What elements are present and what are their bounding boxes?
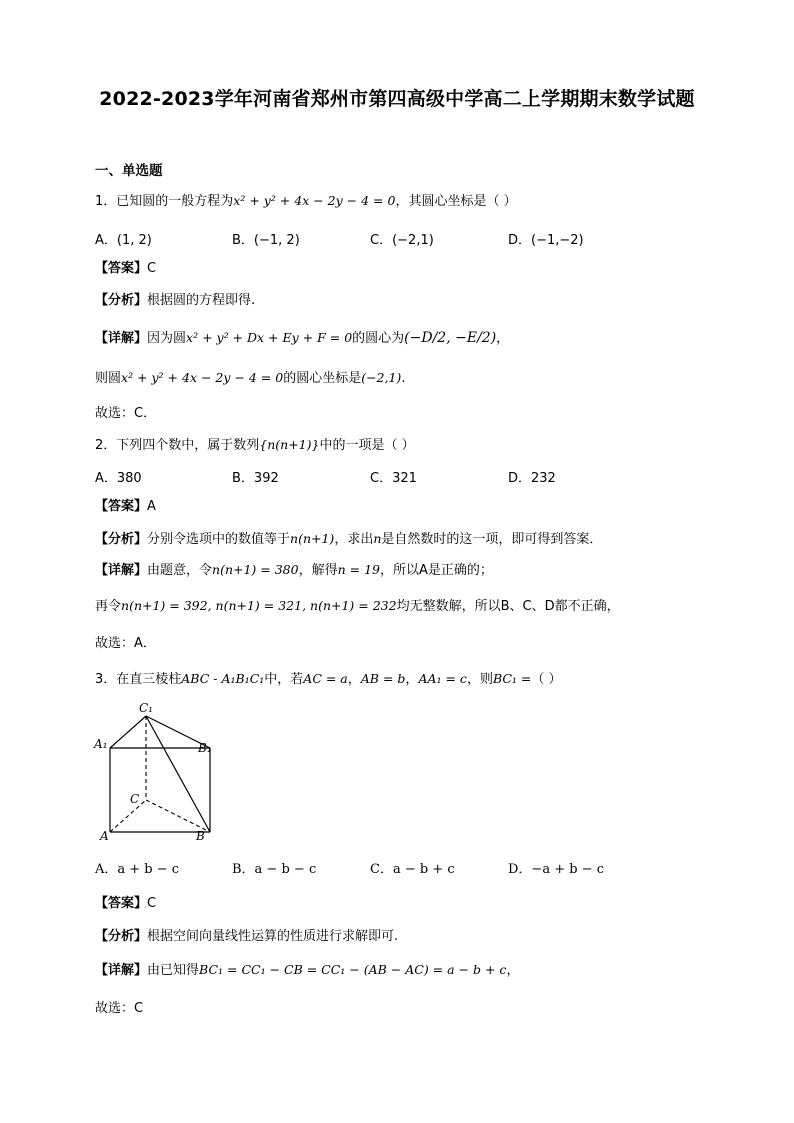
center-value: (−2,1): [361, 370, 402, 385]
q1-detail: [95, 329, 509, 348]
solution: n = 19: [337, 562, 380, 577]
answer-label: 【答案】: [95, 896, 148, 911]
q1-detail-line2: [95, 369, 405, 388]
detail-text: 由题意，令: [147, 563, 213, 578]
q2-choose: 故选：A．: [95, 636, 156, 651]
q2-option-d: D．232: [508, 471, 556, 486]
q2-detail-line2: [95, 597, 620, 616]
q2-option-a: A．380: [95, 471, 142, 486]
detail-text: 因为圆: [147, 331, 187, 346]
label-c1: C₁: [139, 701, 153, 715]
general-circle-equation: x² + y² + Dx + Ey + F = 0: [186, 330, 353, 345]
detail-text: ，解得: [298, 563, 338, 578]
analysis-label: 【分析】: [95, 929, 148, 944]
answer-value: A: [147, 499, 156, 514]
detail-text: 再令: [95, 599, 122, 614]
answer-label: 【答案】: [95, 499, 148, 514]
separator: ，: [347, 672, 361, 687]
q3-analysis: [95, 928, 398, 946]
q3-option-a: A．a + b − c: [95, 862, 180, 877]
detail-text: ，: [506, 963, 520, 978]
detail-text: .: [401, 371, 406, 386]
prism-figure: [90, 698, 220, 846]
vector-bc1: BC₁ =: [492, 671, 532, 686]
q1-option-b: B．(−1, 2): [232, 233, 300, 248]
q3-answer: [95, 895, 156, 913]
section-heading: 一、单选题: [95, 163, 163, 179]
q3-option-d: D．−a + b − c: [508, 862, 604, 877]
q2-detail: [95, 561, 493, 580]
analysis-text: 是自然数时的这一项，即可得到答案．: [381, 532, 603, 547]
q1-choose: 故选：C．: [95, 406, 157, 421]
prism-name: ABC - A₁B₁C₁: [181, 671, 265, 686]
q1-option-d: D．(−1,−2): [508, 233, 584, 248]
question-1-stem: [95, 192, 517, 211]
q3-stem-text: 中，若: [264, 672, 304, 687]
q1-equation: x² + y² + 4x − 2y − 4 = 0: [233, 193, 396, 208]
q2-stem-text: 2．下列四个数中，属于数列: [95, 438, 260, 453]
hidden-edge-cb: [146, 800, 210, 832]
q3-stem-text: ，则: [466, 672, 493, 687]
detail-label: 【详解】: [95, 963, 148, 978]
q2-analysis: [95, 530, 602, 549]
separator: ，: [405, 672, 419, 687]
detail-text: 则圆: [95, 371, 122, 386]
analysis-text: 根据空间向量线性运算的性质进行求解即可.: [147, 929, 399, 944]
analysis-label: 【分析】: [95, 293, 148, 308]
equations: n(n+1) = 392, n(n+1) = 321, n(n+1) = 232: [121, 598, 397, 613]
q1-stem-tail: ，其圆心坐标是（ ）: [395, 194, 517, 209]
q1-option-c: C．(−2,1): [370, 233, 434, 248]
detail-text: 的圆心为: [352, 331, 405, 346]
question-3-stem: [95, 670, 562, 689]
hidden-edge-ac: [110, 800, 146, 832]
q2-answer: [95, 498, 156, 516]
circle-center-formula: (−D/2, −E/2): [404, 330, 497, 346]
answer-value: C: [147, 261, 157, 276]
q1-answer: [95, 260, 156, 278]
q2-option-c: C．321: [370, 471, 417, 486]
vector-ab: AB = b: [360, 671, 406, 686]
detail-label: 【详解】: [95, 563, 148, 578]
label-a: A: [100, 829, 109, 843]
sequence-formula: {n(n+1)}: [259, 437, 320, 452]
q3-detail: [95, 961, 519, 980]
detail-text: ，: [496, 331, 510, 346]
diagonal-c1b: [146, 716, 210, 832]
q3-stem-tail: （ ）: [531, 672, 562, 687]
q3-stem-text: 3．在直三棱柱: [95, 672, 182, 687]
q2-option-b: B．392: [232, 471, 279, 486]
analysis-text: 根据圆的方程即得.: [147, 293, 256, 308]
variable-n: n: [373, 531, 382, 546]
sequence-term: n(n+1): [290, 531, 335, 546]
analysis-label: 【分析】: [95, 532, 148, 547]
detail-text: ，所以A是正确的；: [380, 563, 493, 578]
document-title: 2022-2023学年河南省郑州市第四高级中学高二上学期期末数学试题: [99, 88, 695, 110]
vector-derivation: BC₁ = CC₁ − CB = CC₁ − (AB − AC) = a − b + c: [199, 962, 507, 977]
label-c: C: [130, 792, 140, 806]
detail-text: 的圆心坐标是: [283, 371, 362, 386]
label-b: B: [196, 829, 205, 843]
edge-a1c1: [110, 716, 146, 748]
detail-text: 均无整数解，所以B、C、D都不正确，: [396, 599, 620, 614]
vector-aa1: AA₁ = c: [418, 671, 467, 686]
q1-option-a: A．(1, 2): [95, 233, 152, 248]
detail-text: 由已知得: [147, 963, 200, 978]
question-2-stem: [95, 436, 415, 455]
detail-label: 【详解】: [95, 331, 148, 346]
q1-analysis: [95, 292, 255, 310]
vector-ac: AC = a: [303, 671, 348, 686]
label-b1: B₁: [198, 741, 212, 755]
analysis-text: ，求出: [334, 532, 374, 547]
q3-option-b: B．a − b − c: [232, 862, 317, 877]
analysis-text: 分别令选项中的数值等于: [147, 532, 291, 547]
q3-option-c: C．a − b + c: [370, 862, 455, 877]
equation: n(n+1) = 380: [212, 562, 299, 577]
q3-choose: 故选：C: [95, 1001, 144, 1016]
q1-stem-text: 1．已知圆的一般方程为: [95, 194, 234, 209]
q2-stem-tail: 中的一项是（ ）: [319, 438, 415, 453]
answer-value: C: [147, 896, 157, 911]
label-a1: A₁: [94, 737, 108, 751]
q1-equation: x² + y² + 4x − 2y − 4 = 0: [121, 370, 284, 385]
answer-label: 【答案】: [95, 261, 148, 276]
